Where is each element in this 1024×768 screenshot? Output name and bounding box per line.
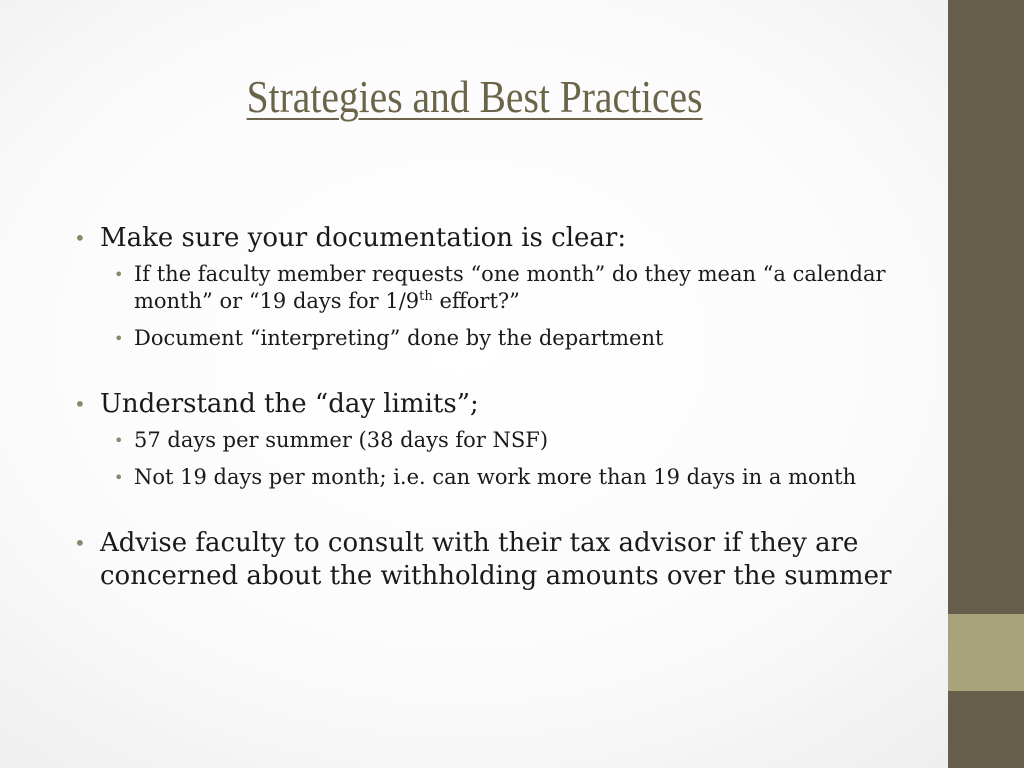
- bullet-item: [74, 527, 910, 593]
- sub-bullet-text-end: effort?”: [432, 289, 520, 313]
- superscript: th: [419, 289, 433, 304]
- bullet-text: Advise faculty to consult with their tax advisor if they are concerned about the withholding amounts over the summer: [100, 528, 892, 591]
- bullet-list: [74, 222, 910, 593]
- sidebar-accent-block: [948, 614, 1024, 691]
- bullet-item: [74, 388, 910, 421]
- bullet-dot-icon: •: [114, 265, 124, 284]
- bullet-dot-icon: •: [74, 226, 86, 250]
- sub-bullet-item: [114, 261, 910, 315]
- sub-bullet-item: [114, 427, 910, 454]
- sub-bullet-item: [114, 464, 910, 491]
- sub-bullet-text: Document “interpreting” done by the department: [134, 326, 664, 350]
- bullet-text: Understand the “day limits”;: [100, 389, 479, 419]
- bullet-dot-icon: •: [114, 468, 124, 487]
- bullet-dot-icon: •: [114, 329, 124, 348]
- sub-bullet-text: Not 19 days per month; i.e. can work more than 19 days in a month: [134, 465, 857, 489]
- slide-title: Strategies and Best Practices: [246, 71, 703, 122]
- sub-bullet-item: [114, 325, 910, 352]
- bullet-dot-icon: •: [114, 431, 124, 450]
- bullet-dot-icon: •: [74, 531, 86, 555]
- sub-bullet-text: 57 days per summer (38 days for NSF): [134, 428, 549, 452]
- bullet-item: [74, 222, 910, 255]
- bullet-dot-icon: •: [74, 392, 86, 416]
- bullet-text: Make sure your documentation is clear:: [100, 223, 627, 253]
- sub-bullet-text: If the faculty member requests “one month” do they mean “a calendar month” or “19 days for 1/9: [134, 262, 886, 313]
